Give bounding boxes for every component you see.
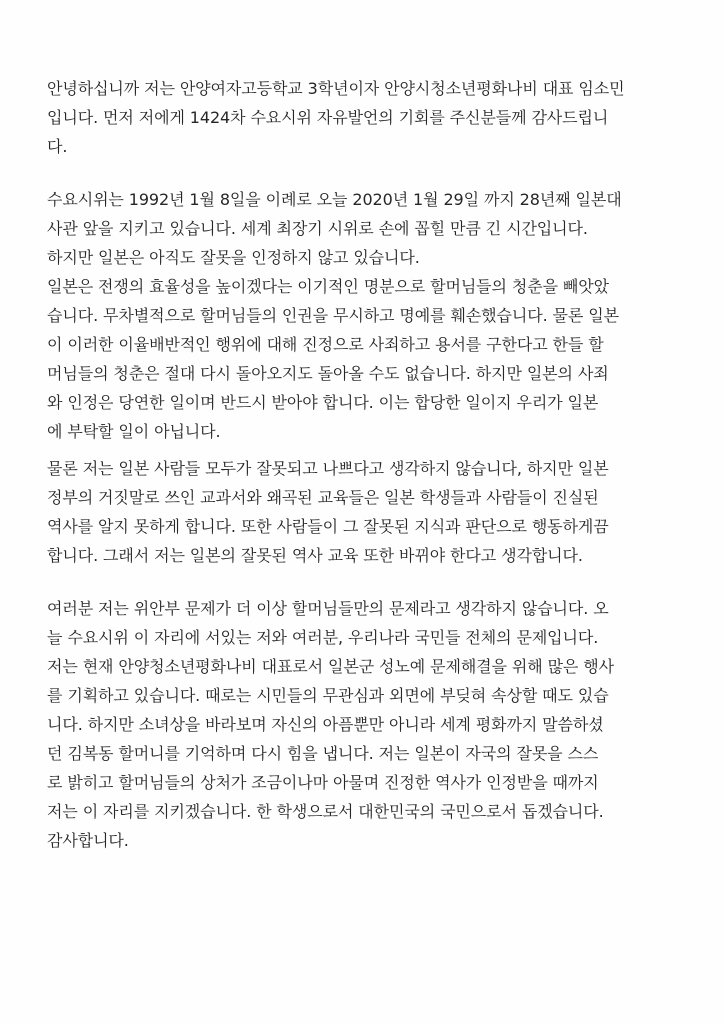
text-line: 감사합니다. bbox=[47, 831, 129, 850]
text-line: 정부의 거짓말로 쓰인 교과서와 왜곡된 교육들은 일본 학생들과 사람들이 진실된 bbox=[47, 488, 599, 507]
text-line: 에 부탁할 일이 아닙니다. bbox=[47, 422, 221, 441]
text-line: 안녕하십니까 저는 안양여자고등학교 3학년이자 안양시청소년평화나비 대표 임소민 bbox=[47, 79, 625, 98]
text-line: 이 이러한 이율배반적인 행위에 대해 진정으로 사죄하고 용서를 구한다고 한들 할 bbox=[47, 335, 604, 354]
text-line: 일본은 전쟁의 효율성을 높이겠다는 이기적인 명분으로 할머님들의 청춘을 빼앗았 bbox=[47, 277, 609, 296]
text-line: 저는 이 자리를 지키겠습니다. 한 학생으로서 대한민국의 국민으로서 돕겠습니다. bbox=[47, 802, 604, 821]
text-line: 와 인정은 당연한 일이며 반드시 받아야 합니다. 이는 합당한 일이지 우리가 일본 bbox=[47, 393, 599, 412]
text-line: 습니다. 무차별적으로 할머님들의 인권을 무시하고 명예를 훼손했습니다. 물론 일본 bbox=[47, 306, 619, 325]
text-line: 늘 수요시위 이 자리에 서있는 저와 여러분, 우리나라 국민들 전체의 문제입니다. bbox=[47, 628, 599, 647]
text-line: 역사를 알지 못하게 합니다. 또한 사람들이 그 잘못된 지식과 판단으로 행동하게끔 bbox=[47, 517, 609, 536]
text-line: 저는 현재 안양청소년평화나비 대표로서 일본군 성노예 문제해결을 위해 많은 행사 bbox=[47, 657, 614, 676]
text-line: 머님들의 청춘은 절대 다시 돌아오지도 돌아올 수도 없습니다. 하지만 일본의 사죄 bbox=[47, 364, 609, 383]
text-line: 입니다. 먼저 저에게 1424차 수요시위 자유발언의 기회를 주신분들께 감사드립니 bbox=[47, 108, 609, 127]
text-line: 를 기획하고 있습니다. 때로는 시민들의 무관심과 외면에 부딪혀 속상할 때도 있습 bbox=[47, 686, 609, 705]
paragraph-history bbox=[47, 185, 687, 446]
text-line: 다. bbox=[47, 137, 68, 156]
text-line: 하지만 일본은 아직도 잘못을 인정하지 않고 있습니다. bbox=[47, 248, 420, 267]
text-line: 합니다. 그래서 저는 일본의 잘못된 역사 교육 또한 바뀌야 한다고 생각합니다. bbox=[47, 546, 583, 565]
text-line: 로 밝히고 할머님들의 상처가 조금이나마 아물며 진정한 역사가 인정받을 때까지 bbox=[47, 773, 599, 792]
text-line: 수요시위는 1992년 1월 8일을 이례로 오늘 2020년 1월 29일 까지 28년째 일본대 bbox=[47, 190, 622, 209]
text-line: 니다. 하지만 소녀상을 바라보며 자신의 아픔뿐만 아니라 세계 평화까지 말씀하셨 bbox=[47, 715, 604, 734]
text-line: 사관 앞을 지키고 있습니다. 세계 최장기 시위로 손에 꼽힐 만큼 긴 시간입니다. bbox=[47, 219, 588, 238]
text-line: 물론 저는 일본 사람들 모두가 잘못되고 나쁘다고 생각하지 않습니다, 하지만 일본 bbox=[47, 459, 609, 478]
paragraph-introduction bbox=[47, 74, 687, 161]
text-line: 여러분 저는 위안부 문제가 더 이상 할머님들만의 문제라고 생각하지 않습니다. 오 bbox=[47, 599, 609, 618]
text-line: 던 김복동 할머니를 기억하며 다시 힘을 냅니다. 저는 일본이 자국의 잘못을 스스 bbox=[47, 744, 599, 763]
paragraph-closing bbox=[47, 594, 687, 855]
paragraph-education bbox=[47, 454, 687, 570]
